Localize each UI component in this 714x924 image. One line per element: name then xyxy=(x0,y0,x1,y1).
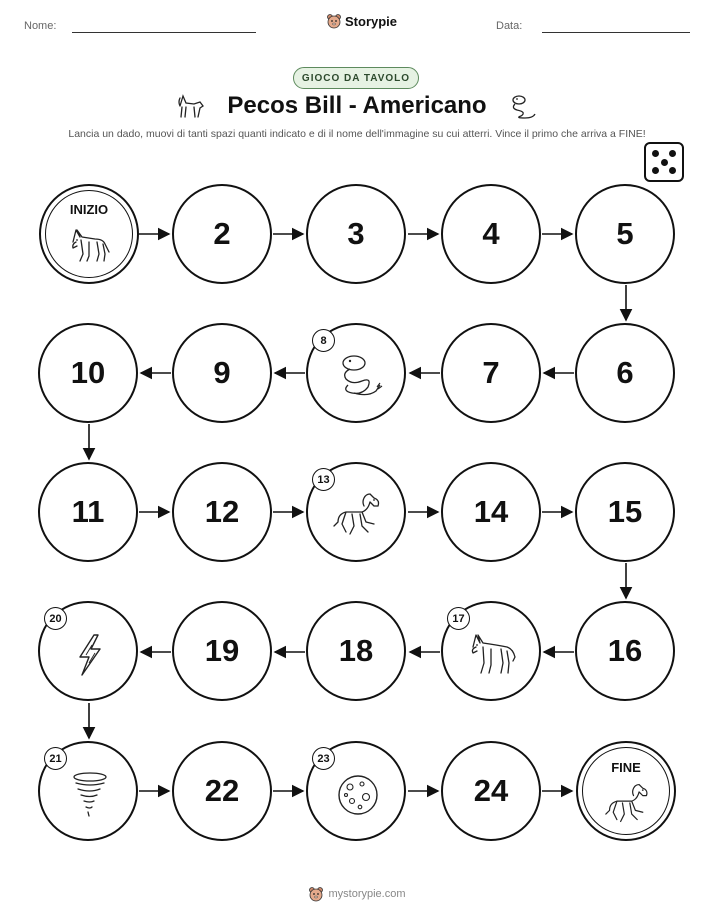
space-number: 22 xyxy=(204,773,240,808)
board-space[interactable] xyxy=(575,184,675,284)
space-number: 9 xyxy=(213,355,231,390)
board-space-picture[interactable] xyxy=(38,741,138,841)
space-number: 4 xyxy=(482,216,500,251)
board-space[interactable] xyxy=(441,462,541,562)
space-number-tag: 8 xyxy=(312,329,335,352)
space-number-tag: 17 xyxy=(447,607,470,630)
board-space[interactable] xyxy=(441,741,541,841)
horse-icon xyxy=(602,779,654,827)
board-space-picture[interactable] xyxy=(38,601,138,701)
footer-url[interactable]: mystorypie.com xyxy=(328,888,406,900)
board-space-picture[interactable] xyxy=(306,462,406,562)
bear-icon xyxy=(308,886,324,902)
footer xyxy=(0,886,714,902)
board-space[interactable] xyxy=(575,462,675,562)
finish-label: FINE xyxy=(611,760,641,775)
board-space[interactable] xyxy=(575,601,675,701)
space-number: 12 xyxy=(204,494,240,529)
space-number: 18 xyxy=(338,633,374,668)
board-space-picture[interactable] xyxy=(441,601,541,701)
board-space[interactable] xyxy=(575,323,675,423)
board-space[interactable] xyxy=(172,462,272,562)
space-number: 11 xyxy=(71,494,105,529)
board-space[interactable] xyxy=(306,601,406,701)
board-space[interactable] xyxy=(172,741,272,841)
rattlesnake-icon xyxy=(332,349,384,401)
board-space[interactable] xyxy=(172,323,272,423)
date-label: Data: xyxy=(496,20,523,32)
space-number-tag: 13 xyxy=(312,468,335,491)
space-number: 2 xyxy=(213,216,231,251)
brand-name: Storypie xyxy=(345,13,398,29)
board-space[interactable] xyxy=(38,462,138,562)
game-type-badge: GIOCO DA TAVOLO xyxy=(293,67,419,89)
instructions: Lancia un dado, muovi di tanti spazi quanti indicato e di il nome dell'immagine su cui atterri. Vince il primo che arriva a FINE! xyxy=(68,128,646,140)
board-space[interactable] xyxy=(172,601,272,701)
space-number: 24 xyxy=(473,773,509,808)
coyote-icon xyxy=(467,631,519,677)
space-number: 7 xyxy=(482,355,500,390)
board-space[interactable] xyxy=(172,184,272,284)
space-number: 15 xyxy=(607,494,643,529)
space-number: 16 xyxy=(607,633,643,668)
board-space-start[interactable] xyxy=(39,184,139,284)
lightning-icon xyxy=(74,633,106,677)
board-space[interactable] xyxy=(306,184,406,284)
space-number: 10 xyxy=(70,355,106,390)
board-space[interactable] xyxy=(38,323,138,423)
name-label: Nome: xyxy=(24,20,57,32)
board-space-picture[interactable] xyxy=(306,741,406,841)
space-number-tag: 23 xyxy=(312,747,335,770)
board-space[interactable] xyxy=(441,323,541,423)
space-number: 5 xyxy=(616,216,634,251)
space-number-tag: 20 xyxy=(44,607,67,630)
space-number-tag: 21 xyxy=(44,747,67,770)
board-space-finish[interactable] xyxy=(576,741,676,841)
space-number: 6 xyxy=(616,355,634,390)
space-number: 14 xyxy=(473,494,509,529)
start-label: INIZIO xyxy=(69,202,109,217)
board-space[interactable] xyxy=(441,184,541,284)
coyote-icon xyxy=(67,224,113,264)
page-title: Pecos Bill - Americano xyxy=(227,92,487,119)
space-number: 3 xyxy=(347,216,365,251)
space-number: 19 xyxy=(204,633,240,668)
moon-icon xyxy=(334,771,382,819)
horse-icon xyxy=(330,488,386,540)
tornado-icon xyxy=(70,771,110,819)
board-space-picture[interactable] xyxy=(306,323,406,423)
